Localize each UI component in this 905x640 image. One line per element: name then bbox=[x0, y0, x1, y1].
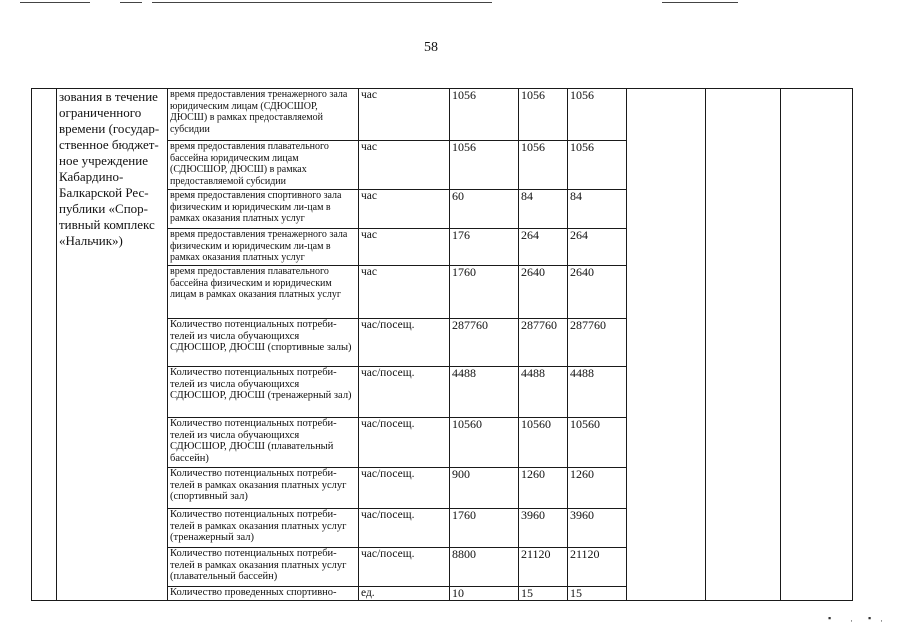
scan-artifact-mark: · bbox=[850, 616, 853, 626]
page-number: 58 bbox=[424, 40, 438, 55]
unit-cell: час bbox=[359, 190, 450, 229]
data-table bbox=[31, 88, 853, 601]
value-cell: 1760 bbox=[450, 266, 519, 319]
value-cell: 264 bbox=[519, 229, 568, 266]
unit-cell: час bbox=[359, 229, 450, 266]
value-cell: 1056 bbox=[450, 141, 519, 190]
value-cell: 3960 bbox=[519, 509, 568, 548]
value-cell: 4488 bbox=[450, 367, 519, 418]
value-cell: 287760 bbox=[450, 319, 519, 367]
value-cell: 176 bbox=[450, 229, 519, 266]
value-cell: 4488 bbox=[568, 367, 627, 418]
empty-cell bbox=[627, 89, 706, 601]
value-cell: 1056 bbox=[568, 141, 627, 190]
scan-artifact-line bbox=[662, 2, 738, 3]
value-cell: 3960 bbox=[568, 509, 627, 548]
unit-cell: час/посещ. bbox=[359, 548, 450, 587]
indicator-cell: Количество потенциальных потреби-телей из числа обучающихся СДЮСШОР, ДЮСШ (плавательный бассейн) bbox=[168, 418, 359, 468]
scan-artifact-mark: ▪ bbox=[868, 613, 872, 623]
empty-cell bbox=[706, 89, 781, 601]
value-cell: 264 bbox=[568, 229, 627, 266]
unit-cell: час/посещ. bbox=[359, 509, 450, 548]
indicator-cell: Количество потенциальных потреби-телей в рамках оказания платных услуг (спортивный зал) bbox=[168, 468, 359, 509]
value-cell: 2640 bbox=[568, 266, 627, 319]
value-cell: 1056 bbox=[450, 89, 519, 141]
value-cell: 10 bbox=[450, 587, 519, 601]
value-cell: 84 bbox=[519, 190, 568, 229]
value-cell: 10560 bbox=[568, 418, 627, 468]
value-cell: 15 bbox=[568, 587, 627, 601]
value-cell: 2640 bbox=[519, 266, 568, 319]
value-cell: 900 bbox=[450, 468, 519, 509]
value-cell: 8800 bbox=[450, 548, 519, 587]
unit-cell: час bbox=[359, 266, 450, 319]
value-cell: 1056 bbox=[519, 89, 568, 141]
scan-artifact-line bbox=[152, 2, 492, 3]
indicator-cell: время предоставления плавательного бассейна юридическим лицам (СДЮСШОР, ДЮСШ) в рамках предоставляемой субсидии bbox=[168, 141, 359, 190]
unit-cell: час bbox=[359, 141, 450, 190]
table-row bbox=[32, 89, 853, 141]
index-cell bbox=[32, 89, 57, 601]
scan-artifact-line bbox=[120, 2, 142, 3]
indicator-cell: Количество проведенных спортивно- bbox=[168, 587, 359, 601]
value-cell: 84 bbox=[568, 190, 627, 229]
unit-cell: ед. bbox=[359, 587, 450, 601]
indicator-cell: время предоставления спортивного зала физическим и юридическим ли-цам в рамках оказания платных услуг bbox=[168, 190, 359, 229]
unit-cell: час/посещ. bbox=[359, 367, 450, 418]
value-cell: 4488 bbox=[519, 367, 568, 418]
indicator-cell: Количество потенциальных потреби-телей из числа обучающихся СДЮСШОР, ДЮСШ (тренажерный зал) bbox=[168, 367, 359, 418]
value-cell: 10560 bbox=[519, 418, 568, 468]
unit-cell: час/посещ. bbox=[359, 418, 450, 468]
scan-artifact-mark: · bbox=[880, 616, 883, 626]
indicator-cell: время предоставления тренажерного зала юридическим лицам (СДЮСШОР, ДЮСШ) в рамках предоставляемой субсидии bbox=[168, 89, 359, 141]
value-cell: 15 bbox=[519, 587, 568, 601]
value-cell: 21120 bbox=[519, 548, 568, 587]
value-cell: 287760 bbox=[568, 319, 627, 367]
value-cell: 21120 bbox=[568, 548, 627, 587]
value-cell: 10560 bbox=[450, 418, 519, 468]
indicator-cell: Количество потенциальных потреби-телей из числа обучающихся СДЮСШОР, ДЮСШ (спортивные залы) bbox=[168, 319, 359, 367]
unit-cell: час/посещ. bbox=[359, 319, 450, 367]
scan-artifact-line bbox=[20, 2, 90, 3]
scan-artifact-mark: ▪ bbox=[828, 613, 832, 623]
unit-cell: час bbox=[359, 89, 450, 141]
value-cell: 1056 bbox=[519, 141, 568, 190]
empty-cell bbox=[781, 89, 853, 601]
unit-cell: час/посещ. bbox=[359, 468, 450, 509]
indicator-cell: время предоставления тренажерного зала физическим и юридическим ли-цам в рамках оказания платных услуг bbox=[168, 229, 359, 266]
value-cell: 287760 bbox=[519, 319, 568, 367]
indicator-cell: Количество потенциальных потреби-телей в рамках оказания платных услуг (плавательный бассейн) bbox=[168, 548, 359, 587]
value-cell: 1260 bbox=[519, 468, 568, 509]
value-cell: 1056 bbox=[568, 89, 627, 141]
value-cell: 1760 bbox=[450, 509, 519, 548]
indicator-cell: Количество потенциальных потреби-телей в рамках оказания платных услуг (тренажерный зал) bbox=[168, 509, 359, 548]
organization-cell: зования в течение ограниченного времени (государ-ственное бюджет-ное учреждение Кабардино-Балкарской Рес-публики «Спор-тивный комплекс «Нальчик») bbox=[57, 89, 168, 601]
indicator-cell: время предоставления плавательного бассейна физическим и юридическим лицам в рамках оказания платных услуг bbox=[168, 266, 359, 319]
value-cell: 1260 bbox=[568, 468, 627, 509]
value-cell: 60 bbox=[450, 190, 519, 229]
